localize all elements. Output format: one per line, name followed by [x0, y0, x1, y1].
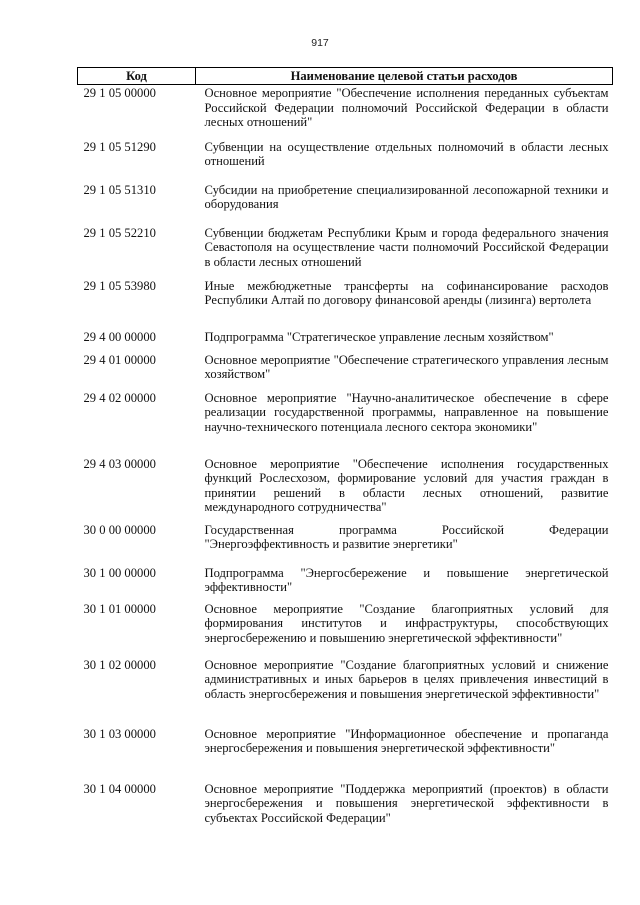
- row-code: 30 1 01 00000: [83, 601, 156, 616]
- row-code: 29 4 03 00000: [83, 456, 156, 471]
- table-row: [78, 140, 613, 183]
- row-name: Государственная программа Российской Федерации "Энергоэффективность и развитие энергетики": [204, 522, 609, 552]
- row-name: Иные межбюджетные трансферты на софинансирование расходов Республики Алтай по договору финансовой аренды (лизинга) вертолета: [204, 278, 609, 308]
- row-code: 30 1 02 00000: [83, 657, 156, 672]
- row-code: 30 1 00 00000: [83, 565, 156, 580]
- row-name: Основное мероприятие "Создание благоприятных условий и снижение административных и иных барьеров в целях привлечения инвестиций в область энергосбережения и повышения энергетической эффективности": [204, 657, 609, 701]
- table-row: [78, 226, 613, 279]
- header-name: Наименование целевой статьи расходов: [196, 68, 613, 85]
- row-name: Субвенции бюджетам Республики Крым и города федерального значения Севастополя на осуществление части полномочий Российской Федерации в области лесных отношений: [204, 225, 609, 269]
- row-name: Основное мероприятие "Научно-аналитическое обеспечение в сфере реализации государственной программы, направленное на повышение научно-технического потенциала лесного сектора экономики": [204, 390, 609, 434]
- budget-table-container: [77, 67, 612, 834]
- row-code: 30 0 00 00000: [83, 522, 156, 537]
- row-name: Основное мероприятие "Поддержка мероприятий (проектов) в области энергосбережения и повышения энергетической эффективности в субъектах Российской Федерации": [204, 781, 609, 825]
- table-body: [78, 85, 613, 834]
- table-row: [78, 658, 613, 727]
- row-name: Подпрограмма "Стратегическое управление лесным хозяйством": [204, 329, 554, 344]
- table-row: [78, 782, 613, 834]
- row-code: 30 1 03 00000: [83, 726, 156, 741]
- table-header-row: [78, 68, 613, 85]
- table-row: [78, 523, 613, 566]
- row-code: 29 1 05 51290: [83, 139, 156, 154]
- table-row: [78, 183, 613, 226]
- row-name: Основное мероприятие "Информационное обеспечение и пропаганда энергосбережения и повышения энергетической эффективности": [204, 726, 609, 756]
- row-name: Основное мероприятие "Обеспечение исполнения переданных субъектам Российской Федерации полномочий Российской Федерации в области лесных отношений": [204, 86, 609, 130]
- row-code: 29 1 05 00000: [83, 86, 156, 100]
- row-code: 29 1 05 53980: [83, 278, 156, 293]
- row-name: Основное мероприятие "Обеспечение исполнения государственных функций Рослесхозом, формирование условий для участия граждан в принятии решений в области лесных отношений, развитие международного сотрудничества": [204, 456, 609, 515]
- row-name: Субвенции на осуществление отдельных полномочий в области лесных отношений: [204, 139, 609, 169]
- table-row: [78, 279, 613, 330]
- row-name: Подпрограмма "Энергосбережение и повышение энергетической эффективности": [204, 565, 609, 595]
- row-name: Субсидии на приобретение специализированной лесопожарной техники и оборудования: [204, 182, 609, 212]
- table-row: [78, 330, 613, 353]
- table-row: [78, 457, 613, 523]
- row-code: 29 1 05 52210: [83, 225, 156, 240]
- row-code: 29 4 01 00000: [83, 352, 156, 367]
- table-row: [78, 602, 613, 658]
- row-code: 29 4 02 00000: [83, 390, 156, 405]
- row-code: 29 1 05 51310: [83, 182, 156, 197]
- table-row: [78, 566, 613, 602]
- page-number: 917: [311, 37, 329, 49]
- table-row: [78, 727, 613, 782]
- row-code: 30 1 04 00000: [83, 781, 156, 796]
- budget-table: [77, 67, 613, 834]
- row-name: Основное мероприятие "Создание благоприятных условий для формирования институтов и инфраструктуры, способствующих энергосбережению и повышению энергетической эффективности": [204, 601, 609, 645]
- table-row: [78, 391, 613, 457]
- row-name: Основное мероприятие "Обеспечение стратегического управления лесным хозяйством": [204, 352, 609, 382]
- row-code: 29 4 00 00000: [83, 329, 156, 344]
- table-row: [78, 85, 613, 140]
- header-code: Код: [78, 68, 196, 85]
- table-row: [78, 353, 613, 391]
